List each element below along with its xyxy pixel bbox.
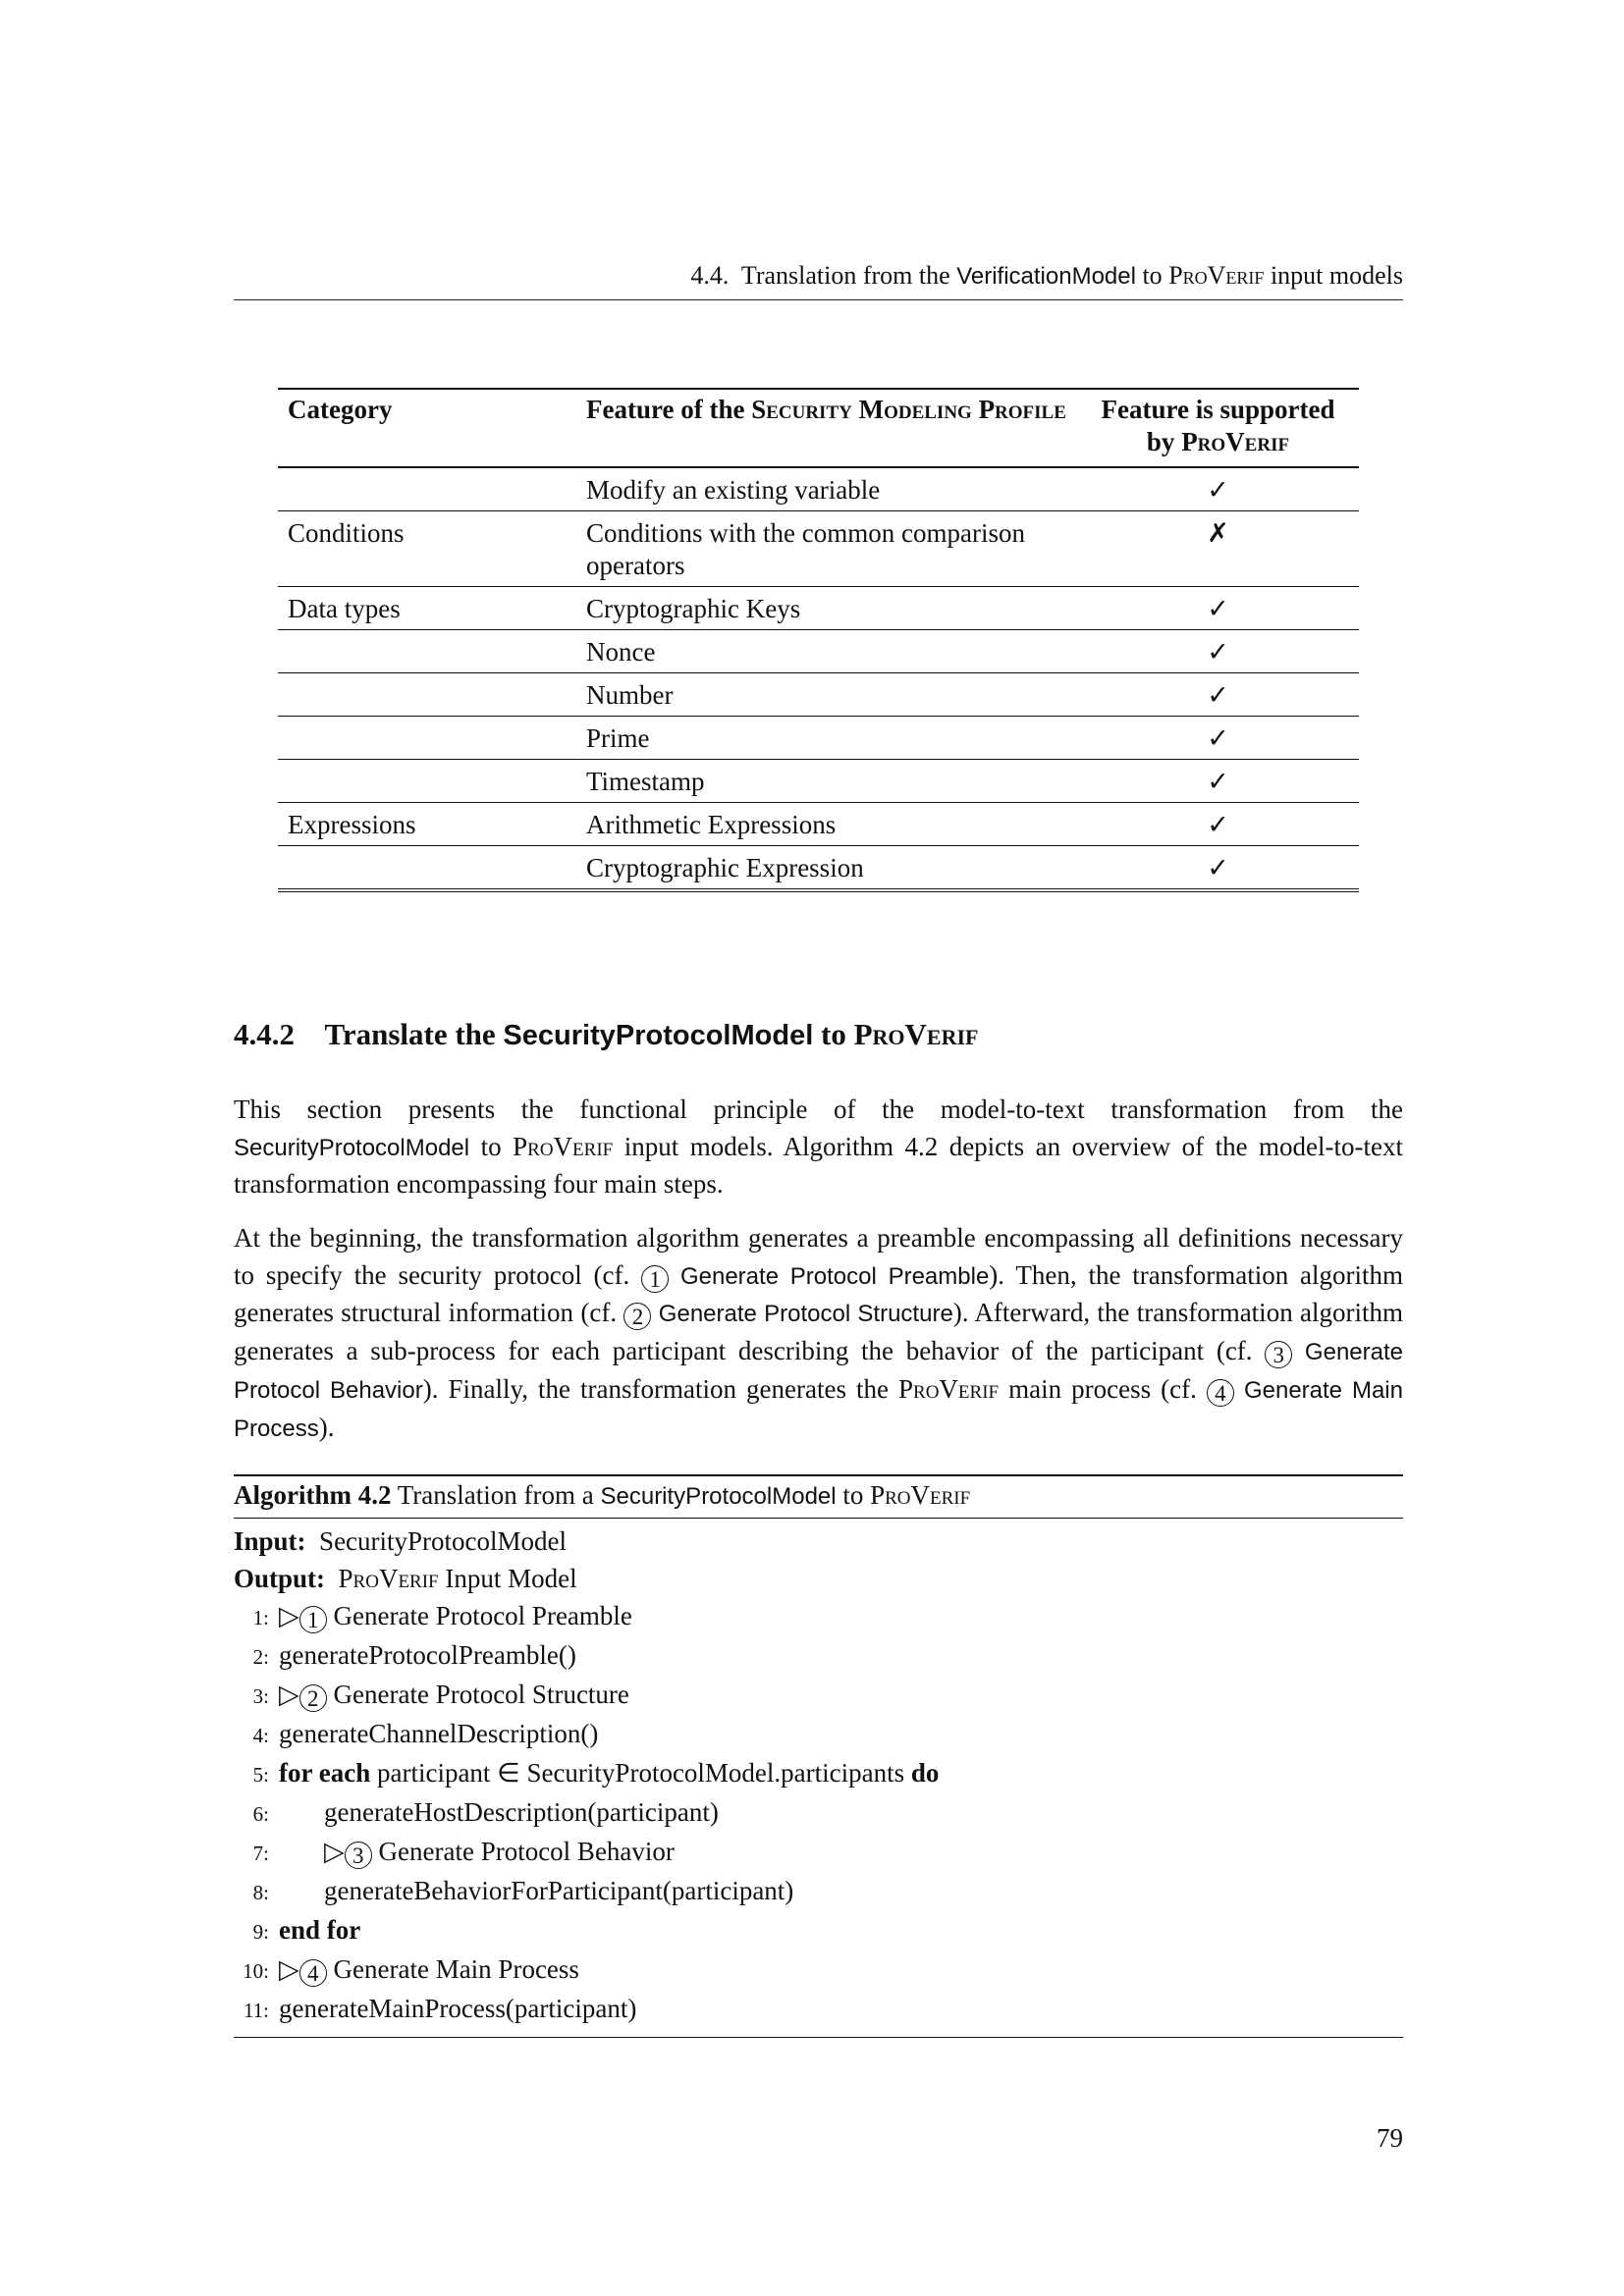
header-tool: ProVerif: [1168, 261, 1265, 290]
row-category: Conditions: [288, 518, 405, 548]
row-feature: Cryptographic Expression: [586, 853, 864, 882]
header-rule: [234, 299, 1403, 300]
row-feature: Cryptographic Keys: [586, 594, 801, 623]
header-section: 4.4.: [690, 261, 730, 290]
col-feature: Feature of the Security Modeling Profile: [586, 395, 1066, 424]
line-text: Generate Protocol Behavior: [378, 1837, 675, 1866]
row-feature: Timestamp: [586, 767, 705, 796]
algorithm-line: [234, 1793, 1403, 1833]
line-text: Generate Protocol Structure: [333, 1680, 629, 1709]
table-header-row: [278, 389, 1359, 467]
keyword: do: [910, 1758, 940, 1788]
line-text: Generate Protocol Preamble: [333, 1601, 632, 1630]
page-number: 79: [1377, 2123, 1403, 2153]
algorithm-body: [234, 1519, 1403, 2037]
step-marker-2: 2: [623, 1303, 651, 1330]
row-supported: ✗: [1207, 518, 1229, 548]
section-heading: 4.4.2 Translate the SecurityProtocolModel to ProVerif: [234, 1017, 979, 1051]
row-category: Data types: [288, 594, 401, 623]
row-feature: Modify an existing variable: [586, 475, 881, 505]
line-text: generateBehaviorForParticipant(participant): [324, 1876, 794, 1905]
header-model: VerificationModel: [956, 263, 1136, 290]
line-number: 3:: [252, 1684, 269, 1708]
algorithm-box: [234, 1474, 1403, 2038]
row-category: [278, 846, 576, 891]
algorithm-line: [234, 1911, 1403, 1950]
step-marker-3: 3: [1265, 1341, 1292, 1368]
row-supported: ✓: [1207, 723, 1229, 753]
row-supported: ✓: [1207, 475, 1229, 505]
row-feature: Number: [586, 680, 674, 710]
line-number: 7:: [252, 1842, 269, 1865]
algorithm-line: [234, 1636, 1403, 1676]
col-category: Category: [288, 395, 393, 424]
line-number: 10:: [243, 1959, 269, 1983]
row-feature: Conditions with the common comparison operators: [586, 518, 1025, 580]
header-text: Translation from the: [740, 261, 950, 290]
algorithm-line: [234, 1715, 1403, 1754]
table-row: [278, 846, 1359, 891]
table-row: [278, 511, 1359, 587]
table-row: [278, 803, 1359, 846]
row-supported: ✓: [1207, 810, 1229, 839]
row-category: [278, 760, 576, 803]
algorithm-caption: Algorithm 4.2 Translation from a SecurityProtocolModel to ProVerif: [234, 1476, 1403, 1519]
row-supported: ✓: [1207, 767, 1229, 796]
line-number: 11:: [243, 1999, 269, 2022]
algorithm-line: [234, 1833, 1403, 1872]
step-marker: 4: [299, 1959, 327, 1987]
step-marker: 3: [345, 1842, 372, 1869]
line-text: generateChannelDescription(): [279, 1719, 599, 1748]
line-text: Generate Main Process: [333, 1954, 579, 1984]
col-supported: Feature is supported by ProVerif: [1101, 395, 1335, 456]
line-text: generateMainProcess(participant): [279, 1994, 637, 2023]
line-number: 8:: [252, 1881, 269, 1904]
running-header: [234, 261, 1403, 291]
line-text: participant ∈ SecurityProtocolModel.participants: [376, 1758, 905, 1788]
line-number: 6:: [252, 1802, 269, 1826]
step-marker-4: 4: [1207, 1379, 1234, 1407]
paragraph-steps: At the beginning, the transformation algorithm generates a preamble encompassing all definitions necessary to specify the security protocol (cf. 1 Generate Protocol Preamble). Then, the transformation algorithm generates structural information (cf. 2 Generate Protocol Structure). Afterward, the transformation algorithm generates a sub-process for each participant describing the behavior of the participant (cf. 3 Generate Protocol Behavior). Finally, the transformation generates the ProVerif main process (cf. 4 Generate Main Process).: [234, 1223, 1404, 1442]
row-feature: Prime: [586, 723, 650, 753]
table-row: [278, 717, 1359, 760]
algorithm-line: [234, 1754, 1403, 1793]
line-number: 4:: [252, 1724, 269, 1747]
algorithm-line: [234, 1597, 1403, 1636]
row-category: [278, 467, 576, 511]
line-number: 5:: [252, 1763, 269, 1787]
row-feature: Nonce: [586, 637, 656, 667]
row-supported: ✓: [1207, 637, 1229, 667]
row-supported: ✓: [1207, 594, 1229, 623]
paragraph-intro: This section presents the functional principle of the model-to-text transformation from the SecurityProtocolModel to ProVerif input models. Algorithm 4.2 depicts an overview of the model-to-text transformation encompassing four main steps.: [234, 1095, 1404, 1200]
algorithm-line: [234, 1950, 1403, 1990]
comment-triangle-icon: ▷: [324, 1837, 345, 1866]
line-text: generateHostDescription(participant): [324, 1797, 719, 1827]
row-category: [278, 673, 576, 717]
step-marker: 1: [299, 1606, 327, 1633]
step-marker-1: 1: [641, 1265, 669, 1293]
header-text: input models: [1270, 261, 1403, 290]
keyword: for each: [279, 1758, 371, 1788]
row-feature: Arithmetic Expressions: [586, 810, 837, 839]
line-number: 9:: [252, 1920, 269, 1944]
table-row: [278, 760, 1359, 803]
table-row: [278, 673, 1359, 717]
comment-triangle-icon: ▷: [279, 1601, 299, 1630]
algorithm-line: [234, 1676, 1403, 1715]
comment-triangle-icon: ▷: [279, 1954, 299, 1984]
row-category: [278, 630, 576, 673]
row-supported: ✓: [1207, 680, 1229, 710]
algorithm-line: [234, 1990, 1403, 2029]
line-number: 1:: [252, 1606, 269, 1629]
row-supported: ✓: [1207, 853, 1229, 882]
algorithm-line: [234, 1872, 1403, 1911]
algorithm-input: Input: SecurityProtocolModel: [234, 1526, 568, 1556]
line-number: 2:: [252, 1645, 269, 1669]
keyword: end for: [279, 1915, 361, 1945]
table-row: [278, 630, 1359, 673]
row-category: [278, 717, 576, 760]
row-category: Expressions: [288, 810, 416, 839]
table-row: [278, 587, 1359, 630]
table-row: [278, 467, 1359, 511]
algorithm-output: Output: ProVerif Input Model: [234, 1564, 577, 1593]
header-text: to: [1142, 261, 1163, 290]
comment-triangle-icon: ▷: [279, 1680, 299, 1709]
feature-table: [278, 388, 1359, 892]
line-text: generateProtocolPreamble(): [279, 1640, 576, 1670]
step-marker: 2: [299, 1684, 327, 1712]
